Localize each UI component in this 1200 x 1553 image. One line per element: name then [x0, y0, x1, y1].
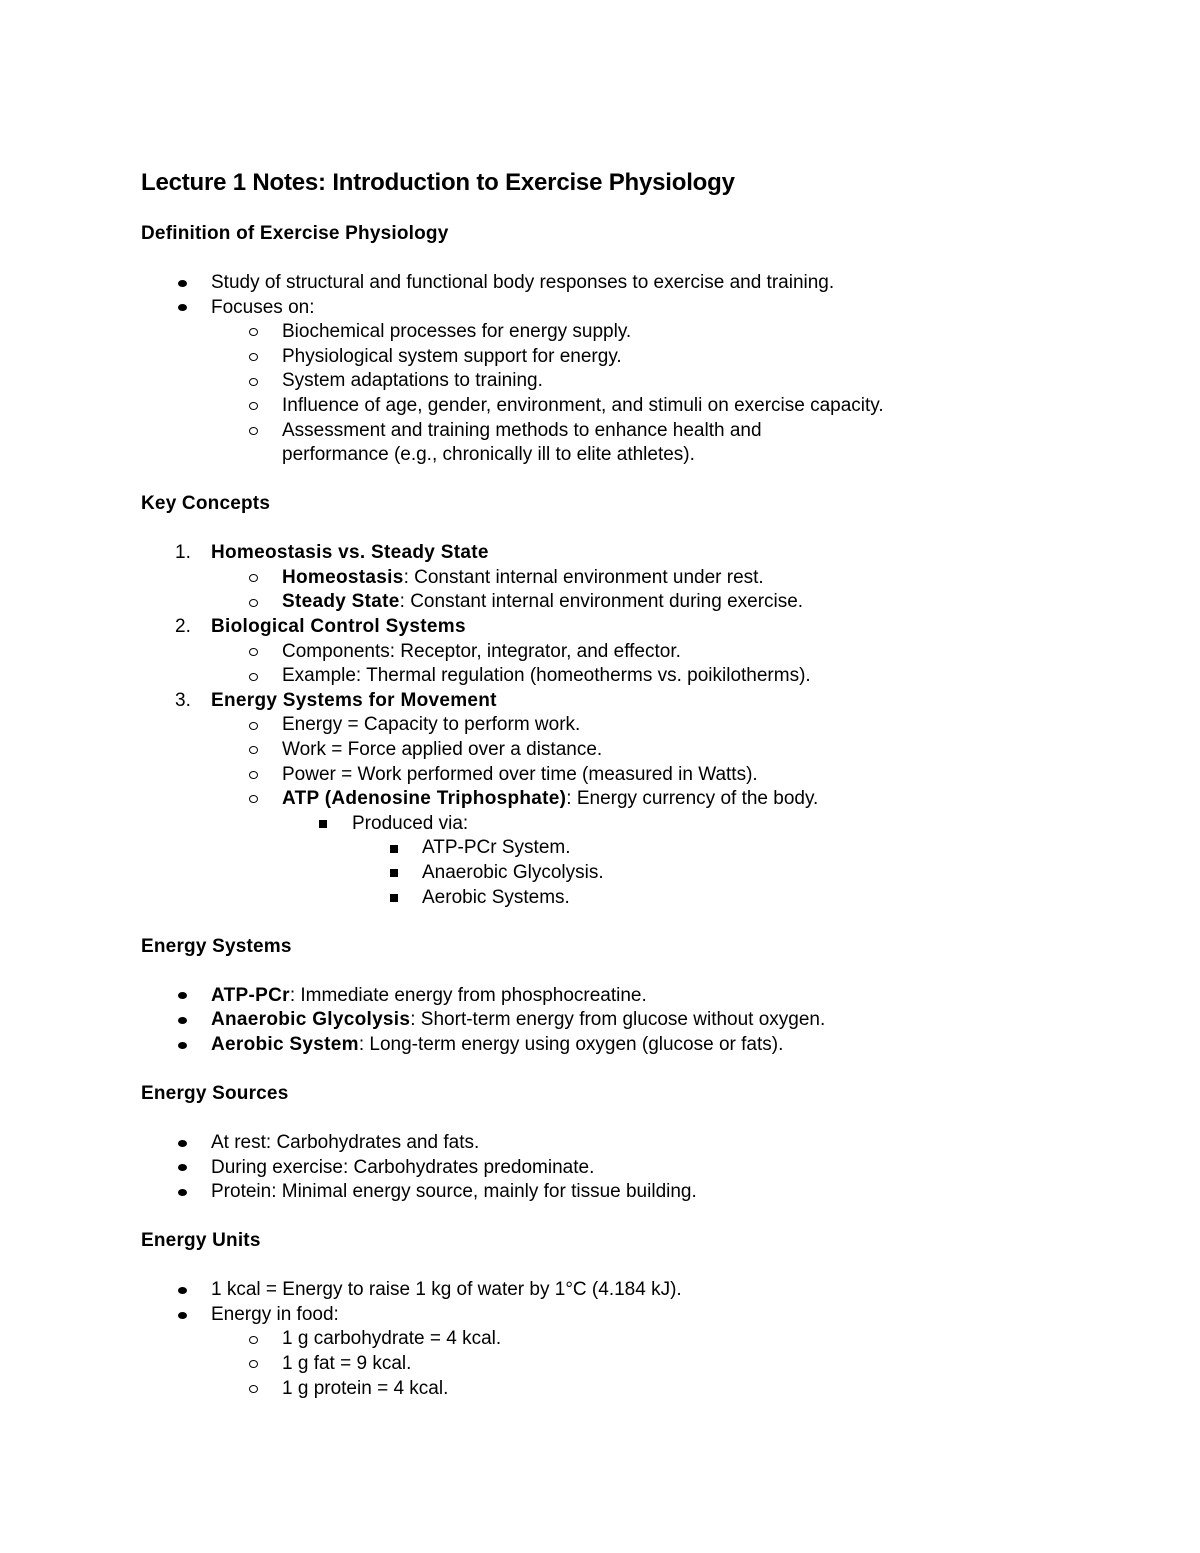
term: ATP (Adenosine Triphosphate): [282, 788, 567, 810]
energy-sources-section: [141, 1082, 1041, 1205]
bullet-circle-icon: [249, 566, 258, 591]
list-item: Protein: Minimal energy source, mainly for tissue building.: [141, 1180, 1041, 1205]
list-item: Produced via:: [141, 812, 1041, 837]
energy-units-section: [141, 1229, 1041, 1401]
key-concepts-list: [141, 541, 1041, 910]
list-item: Homeostasis: Constant internal environment under rest.: [141, 566, 1041, 591]
list-item: Example: Thermal regulation (homeotherms vs. poikilotherms).: [141, 664, 1041, 689]
bullet-dot-icon: [178, 271, 187, 296]
bullet-dot-icon: [178, 296, 187, 321]
bullet-dot-icon: [178, 1156, 187, 1181]
list-item: At rest: Carbohydrates and fats.: [141, 1131, 1041, 1156]
list-number: 2.: [175, 616, 191, 638]
bullet-circle-icon: [249, 590, 258, 615]
bullet-circle-icon: [249, 713, 258, 738]
bullet-circle-icon: [249, 1327, 258, 1352]
list-item: Steady State: Constant internal environment during exercise.: [141, 590, 1041, 615]
list-item: Components: Receptor, integrator, and effector.: [141, 640, 1041, 665]
list-number: 3.: [175, 689, 191, 711]
bullet-dot-icon: [178, 1033, 187, 1058]
document-body: [141, 168, 1041, 1401]
energy-sources-list: [141, 1131, 1041, 1205]
bullet-circle-icon: [249, 787, 258, 812]
bullet-circle-icon: [249, 1377, 258, 1402]
bullet-square-icon: [390, 836, 398, 861]
bullet-square-icon: [319, 812, 327, 837]
list-item: [141, 615, 1041, 640]
bullet-circle-icon: [249, 640, 258, 665]
list-item: Study of structural and functional body responses to exercise and training.: [141, 271, 1041, 296]
bullet-dot-icon: [178, 1180, 187, 1205]
definition-list: [141, 271, 1041, 468]
concept-title: Energy Systems for Movement: [211, 689, 497, 711]
list-item: 1 kcal = Energy to raise 1 kg of water by 1°C (4.184 kJ).: [141, 1278, 1041, 1303]
energy-systems-section: [141, 935, 1041, 1058]
list-item: Power = Work performed over time (measured in Watts).: [141, 763, 1041, 788]
list-item: 1 g carbohydrate = 4 kcal.: [141, 1327, 1041, 1352]
energy-units-list: [141, 1278, 1041, 1401]
term: Aerobic System: [211, 1033, 359, 1055]
bullet-circle-icon: [249, 738, 258, 763]
bullet-circle-icon: [249, 1352, 258, 1377]
list-item: Aerobic Systems.: [141, 886, 1041, 911]
bullet-dot-icon: [178, 1278, 187, 1303]
bullet-dot-icon: [178, 1008, 187, 1033]
term: Steady State: [282, 591, 400, 613]
list-item: 1 g fat = 9 kcal.: [141, 1352, 1041, 1377]
definition-section: [141, 222, 1041, 468]
energy-systems-list: [141, 984, 1041, 1058]
energy-sources-heading: Energy Sources: [141, 1082, 289, 1104]
list-item: During exercise: Carbohydrates predominate.: [141, 1156, 1041, 1181]
term: ATP-PCr: [211, 984, 290, 1006]
list-item: Biochemical processes for energy supply.: [141, 320, 1041, 345]
list-item: ATP-PCr: Immediate energy from phosphocreatine.: [141, 984, 1041, 1009]
page-title: Lecture 1 Notes: Introduction to Exercise Physiology: [141, 169, 735, 196]
list-item: Energy = Capacity to perform work.: [141, 713, 1041, 738]
term: Homeostasis: [282, 566, 404, 588]
list-item: Work = Force applied over a distance.: [141, 738, 1041, 763]
bullet-circle-icon: [249, 664, 258, 689]
list-item: System adaptations to training.: [141, 369, 1041, 394]
concept-title: Homeostasis vs. Steady State: [211, 542, 489, 564]
list-item: Anaerobic Glycolysis.: [141, 861, 1041, 886]
bullet-square-icon: [390, 861, 398, 886]
key-concepts-section: [141, 492, 1041, 910]
list-item: Anaerobic Glycolysis: Short-term energy from glucose without oxygen.: [141, 1008, 1041, 1033]
list-item: ATP (Adenosine Triphosphate): Energy currency of the body.: [141, 787, 1041, 812]
key-concepts-heading: Key Concepts: [141, 493, 271, 515]
list-item: 1 g protein = 4 kcal.: [141, 1377, 1041, 1402]
list-number: 1.: [175, 542, 191, 564]
energy-systems-heading: Energy Systems: [141, 935, 292, 957]
definition-heading: Definition of Exercise Physiology: [141, 223, 449, 244]
list-item: Physiological system support for energy.: [141, 345, 1041, 370]
list-item: Energy in food:: [141, 1303, 1041, 1328]
bullet-circle-icon: [249, 394, 258, 419]
energy-units-heading: Energy Units: [141, 1230, 261, 1252]
list-item: ATP-PCr System.: [141, 836, 1041, 861]
list-item: [141, 689, 1041, 714]
list-item: Assessment and training methods to enhance health and performance (e.g., chronically ill to elite athletes).: [141, 419, 1041, 468]
concept-title: Biological Control Systems: [211, 616, 466, 638]
term: Anaerobic Glycolysis: [211, 1009, 411, 1031]
list-item: Aerobic System: Long-term energy using oxygen (glucose or fats).: [141, 1033, 1041, 1058]
list-item: [141, 541, 1041, 566]
bullet-circle-icon: [249, 763, 258, 788]
bullet-dot-icon: [178, 1303, 187, 1328]
bullet-square-icon: [390, 886, 398, 911]
bullet-circle-icon: [249, 320, 258, 345]
bullet-circle-icon: [249, 345, 258, 370]
bullet-circle-icon: [249, 419, 258, 444]
list-item: Influence of age, gender, environment, and stimuli on exercise capacity.: [141, 394, 1041, 419]
list-item: Focuses on:: [141, 296, 1041, 321]
bullet-dot-icon: [178, 984, 187, 1009]
bullet-dot-icon: [178, 1131, 187, 1156]
bullet-circle-icon: [249, 369, 258, 394]
